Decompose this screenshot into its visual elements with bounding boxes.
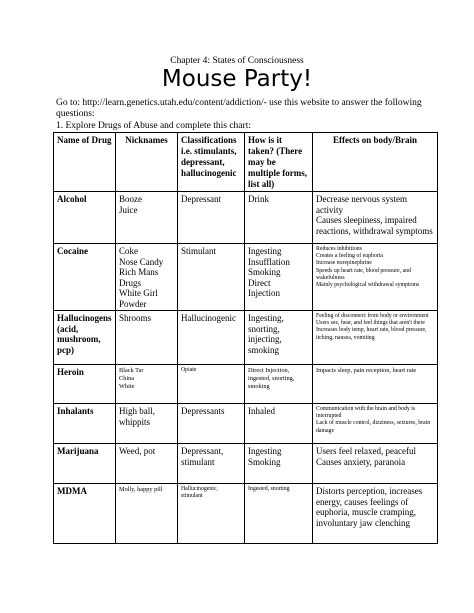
cell-line: Molly, happy pill [119,486,163,493]
cell-line: Black Tar [119,367,144,374]
classification-cell [178,365,245,404]
header-name: Name of Drug [54,133,116,192]
nicknames-cell [116,365,178,404]
cell-line: Ingesting, [248,313,284,323]
cell-line: Mainly psychological withdrawal symptoms [316,282,420,289]
cell-line: China [119,374,135,382]
taken-cell [245,365,313,404]
cell-line: Rich Mans [119,267,159,277]
cell-line: Injection [248,288,280,298]
cell-line: Lack of muscle control, dizziness, seizures, brain damage [316,420,431,434]
cell-line: Juice [119,204,138,215]
cell-line: Insufflation [248,256,290,267]
cell-line: Drink [248,194,269,204]
cell-line: Ingesting [248,246,282,256]
effects-cell [313,444,438,484]
cell-line: Creates a feeling of euphoria [316,253,383,260]
cell-line: Weed, pot [119,446,156,456]
cell-line: Depressant, [181,446,224,456]
cell-line: Impacts sleep, pain reception, heart rate [316,367,417,374]
cell-line: White [119,382,135,390]
cell-line: injecting, [248,334,282,344]
cell-line: Coke [119,246,138,256]
nicknames-cell [116,192,178,244]
table-row [54,484,438,544]
effects-cell [313,192,438,244]
cell-line: Increase norepinephrine [316,260,372,267]
drug-name-cell: Alcohol [54,192,116,244]
header-effects: Effects on body/Brain [313,133,438,192]
cell-line: Causes anxiety, paranoia [316,456,406,467]
taken-cell [245,192,313,244]
classification-cell [178,404,245,444]
cell-line: Communication with the brain and body is interrupted [316,406,416,420]
taken-cell [245,311,313,365]
cell-line: Smoking [248,456,281,467]
cell-line: Decrease nervous system activity [316,194,407,215]
table-row [54,311,438,365]
cell-line: Increases body temp, heart rate, blood pressure, itching, nausea, vomiting [316,327,427,341]
nicknames-cell [116,484,178,544]
drug-name-cell: Heroin [54,365,116,404]
cell-line: Depressants [181,406,225,416]
taken-cell [245,404,313,444]
drug-name-cell: Marijuana [54,444,116,484]
cell-line: Booze [119,194,142,204]
cell-line: Depressant [181,194,221,204]
page-title: Mouse Party! [161,66,313,92]
cell-line: Nose Candy [119,256,164,267]
cell-line: Causes sleepiness, impaired reactions, withdrawal symptoms [316,215,433,236]
cell-line: Distorts perception, increases energy, causes feelings of euphoria, muscle cramping, involuntary jaw clenching [316,486,423,528]
classification-cell [178,244,245,311]
cell-line: smoking [248,382,270,390]
table-body [54,192,438,544]
taken-cell [245,444,313,484]
intro-text: Go to: http://learn.genetics.utah.edu/content/addiction/- use this website to answer the following questions: [56,98,422,119]
nicknames-cell [116,311,178,365]
cell-line: stimulant [181,493,203,500]
effects-cell [313,311,438,365]
cell-line: Hallucinogenic, [181,486,218,492]
cell-line: White Girl [119,288,158,298]
nicknames-cell [116,244,178,311]
nicknames-cell [116,404,178,444]
drugs-table [53,132,438,544]
classification-cell [178,311,245,365]
cell-line: Users feel relaxed, peaceful [316,446,416,456]
classification-cell [178,192,245,244]
table-row [54,444,438,484]
header-nicknames: Nicknames [116,133,178,192]
effects-cell [313,484,438,544]
cell-line: Smoking [248,267,281,277]
drug-name-cell: Inhalants [54,404,116,444]
drug-name-cell: Hallucinogens (acid, mushroom, pcp) [54,311,116,365]
table-row [54,244,438,311]
cell-line: Inhaled [248,406,275,416]
cell-line: stimulant [181,456,215,467]
cell-line: Reduces inhibitions [316,246,362,252]
header-taken: How is it taken? (There may be multiple forms, list all) [245,133,313,192]
cell-line: snorting, [248,323,280,334]
effects-cell [313,404,438,444]
table-header-row [54,133,438,192]
cell-line: Ingested, snorting [248,486,290,492]
nicknames-cell [116,444,178,484]
cell-line: Powder [119,298,147,309]
cell-line: smoking [248,344,280,355]
header-classification: Classifications i.e. stimulants, depressant, hallucinogenic [178,133,245,192]
cell-line: whippits [119,416,151,427]
table-row [54,365,438,404]
cell-line: Stimulant [181,246,217,256]
drug-name-cell: MDMA [54,484,116,544]
classification-cell [178,484,245,544]
cell-line: Feeling of disconnect from body or environment [316,313,429,319]
cell-line: Direct Injection, [248,367,290,374]
table-row [54,192,438,244]
cell-line: Hallucinogenic [181,313,236,323]
classification-cell [178,444,245,484]
cell-line: Direct [248,277,271,288]
cell-line: Drugs [119,277,141,288]
instruction-text: 1. Explore Drugs of Abuse and complete this chart: [56,121,251,131]
taken-cell [245,484,313,544]
effects-cell [313,244,438,311]
cell-line: Users see, hear, and feel things that aren't there [316,320,425,327]
cell-line: Ingesting [248,446,282,456]
cell-line: ingested, snorting, [248,374,295,382]
cell-line: High ball, [119,406,155,416]
table-row [54,404,438,444]
cell-line: Shrooms [119,313,152,323]
taken-cell [245,244,313,311]
drug-name-cell: Cocaine [54,244,116,311]
effects-cell [313,365,438,404]
chapter-heading: Chapter 4: States of Consciousness [170,56,304,66]
cell-line: Opiate [181,367,197,373]
cell-line: Speeds up heart rate, blood pressure, and wakefulness [316,267,411,281]
